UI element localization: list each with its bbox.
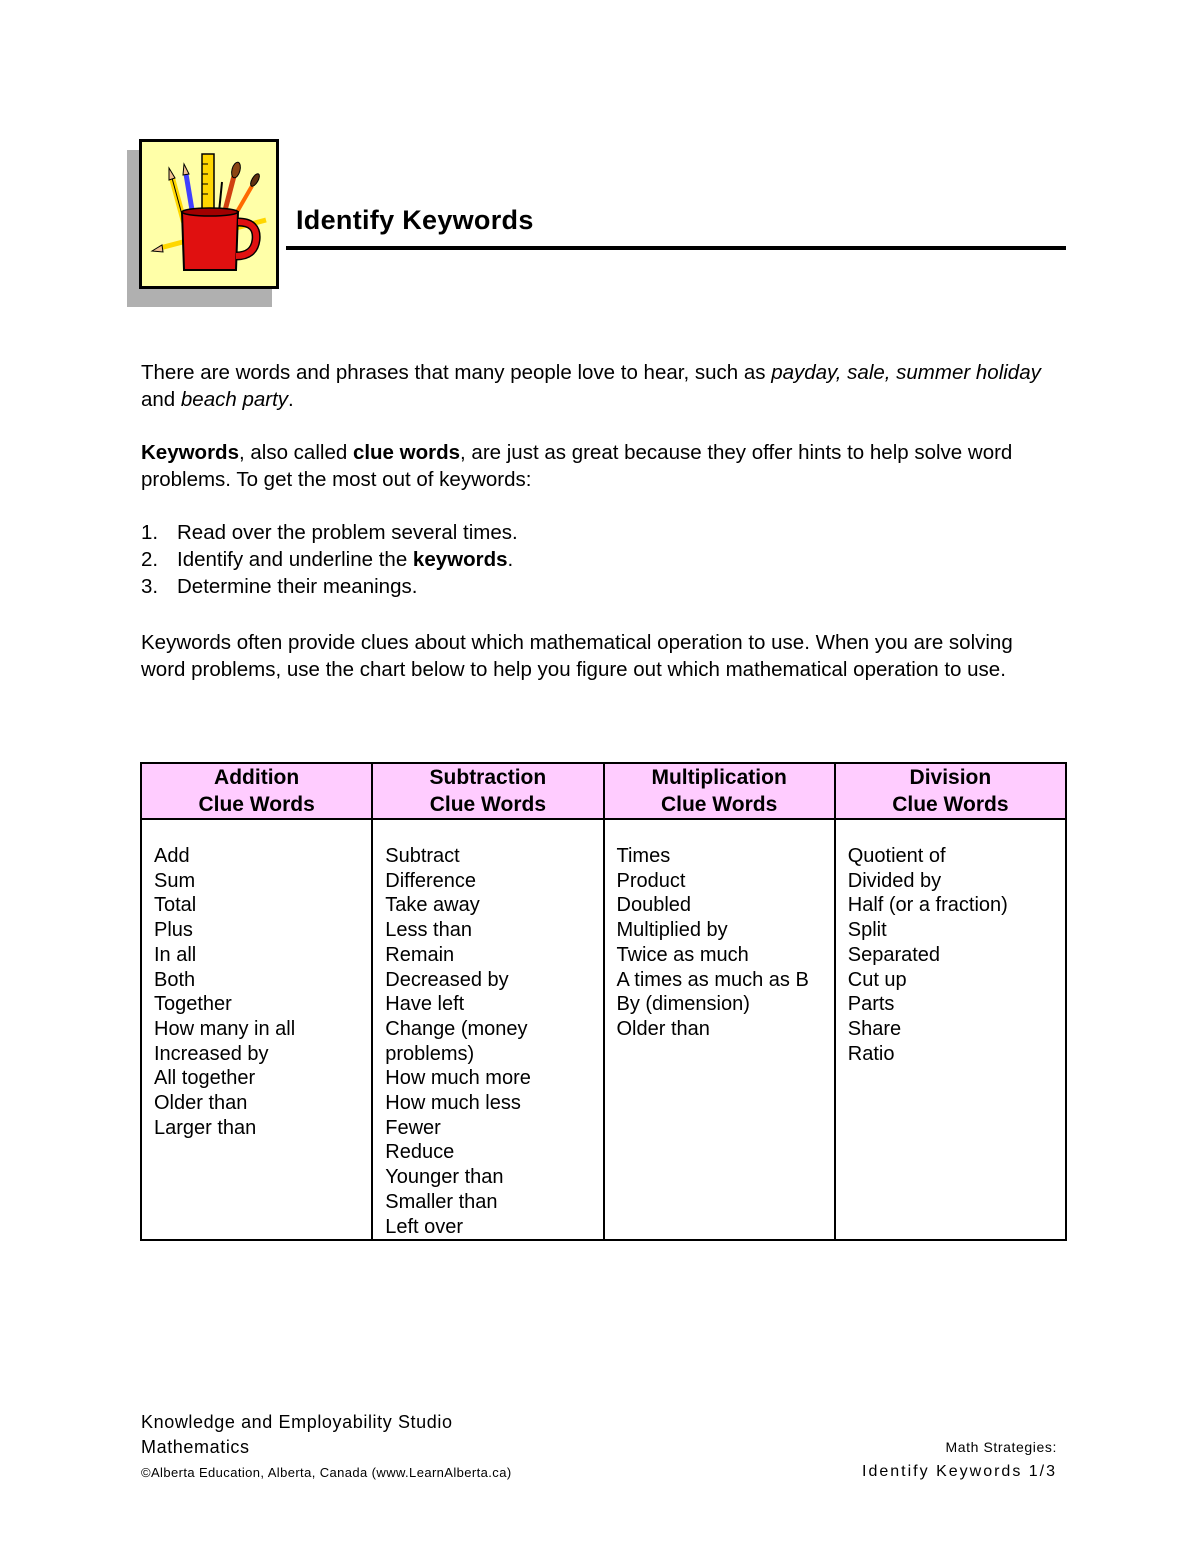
- clue-word: Sum: [154, 869, 196, 892]
- clue-word: Fewer: [385, 1116, 441, 1139]
- steps-list: [141, 519, 1051, 600]
- clue-word: Reduce: [385, 1141, 455, 1164]
- multiplication-words-cell: [604, 819, 835, 1240]
- clue-word: Take away: [385, 894, 480, 917]
- clue-word: Plus: [154, 919, 193, 942]
- footer-section: Math Strategies:: [945, 1439, 1057, 1455]
- clue-word: Larger than: [154, 1116, 257, 1139]
- clue-word: Ratio: [847, 1042, 895, 1065]
- clue-word: Increased by: [154, 1042, 269, 1065]
- clue-word: Multiplied by: [616, 919, 728, 942]
- clue-word: Older than: [616, 1017, 710, 1040]
- clue-word: Quotient of: [847, 845, 946, 867]
- subtraction-words-cell: [372, 819, 603, 1240]
- clue-word: Decreased by: [385, 968, 509, 991]
- clue-word: Twice as much: [616, 943, 749, 966]
- clue-word: A times as much as B: [616, 968, 809, 991]
- clue-word: Split: [847, 919, 887, 942]
- multiplication-header: Multiplication Clue Words: [604, 763, 835, 819]
- clue-word: Doubled: [616, 894, 692, 917]
- clue-word: By (dimension): [616, 993, 750, 1016]
- clue-word: How much more: [385, 1067, 531, 1090]
- clue-word: Left over: [385, 1215, 464, 1238]
- clue-word: problems): [385, 1042, 475, 1065]
- chart-intro-paragraph: Keywords often provide clues about which mathematical operation to use. When you are solving word problems, use the chart below to help you figure out which mathematical operation to use.: [141, 631, 1013, 681]
- clue-word: Product: [616, 869, 686, 892]
- clue-word: Younger than: [385, 1166, 504, 1189]
- clue-word: Half (or a fraction): [847, 894, 1008, 917]
- clue-word: Cut up: [847, 968, 907, 991]
- clue-word: Subtract: [385, 845, 460, 867]
- clue-word: Total: [154, 894, 197, 917]
- clue-word: How many in all: [154, 1017, 296, 1040]
- clue-word: In all: [154, 943, 197, 966]
- clue-word: Share: [847, 1017, 902, 1040]
- clue-word: Change (money: [385, 1017, 528, 1040]
- clue-word: Add: [154, 845, 190, 867]
- clue-word: Divided by: [847, 869, 942, 892]
- step-item: 1. Read over the problem several times.: [141, 521, 518, 544]
- footer-copyright: ©Alberta Education, Alberta, Canada (www.LearnAlberta.ca): [141, 1465, 512, 1480]
- footer-page-label: Identify Keywords 1/3: [862, 1463, 1057, 1480]
- intro-paragraph: There are words and phrases that many people love to hear, such as payday, sale, summer holiday and beach party.: [141, 361, 1041, 411]
- keywords-paragraph: Keywords, also called clue words, are just as great because they offer hints to help solve word problems. To get the most out of keywords:: [141, 441, 1013, 491]
- footer-studio: Knowledge and Employability Studio: [141, 1412, 453, 1432]
- clue-word: Times: [616, 845, 671, 867]
- clue-word: Remain: [385, 943, 455, 966]
- title-rule: [286, 246, 1066, 250]
- division-header: Division Clue Words: [835, 763, 1066, 819]
- division-words-cell: [835, 819, 1066, 1240]
- clue-word: Have left: [385, 993, 465, 1016]
- clue-word: Parts: [847, 993, 895, 1016]
- subtraction-header: Subtraction Clue Words: [372, 763, 603, 819]
- clue-word: Smaller than: [385, 1190, 498, 1213]
- page-title: Identify Keywords: [296, 205, 534, 235]
- clue-words-table: [140, 762, 1067, 1241]
- clue-word: Older than: [154, 1092, 248, 1115]
- clue-word: Together: [154, 993, 232, 1016]
- step-item: 2. Identify and underline the keywords.: [141, 548, 514, 571]
- addition-header: Addition Clue Words: [141, 763, 372, 819]
- addition-words-cell: [141, 819, 372, 1240]
- clue-word: Both: [154, 968, 196, 991]
- footer-subject: Mathematics: [141, 1437, 250, 1457]
- clue-word: All together: [154, 1067, 256, 1090]
- clue-word: How much less: [385, 1092, 521, 1115]
- clue-word: Difference: [385, 869, 477, 892]
- step-item: 3. Determine their meanings.: [141, 575, 418, 598]
- clue-word: Less than: [385, 919, 472, 942]
- clue-word: Separated: [847, 943, 941, 966]
- pencil-cup-icon: [139, 139, 279, 289]
